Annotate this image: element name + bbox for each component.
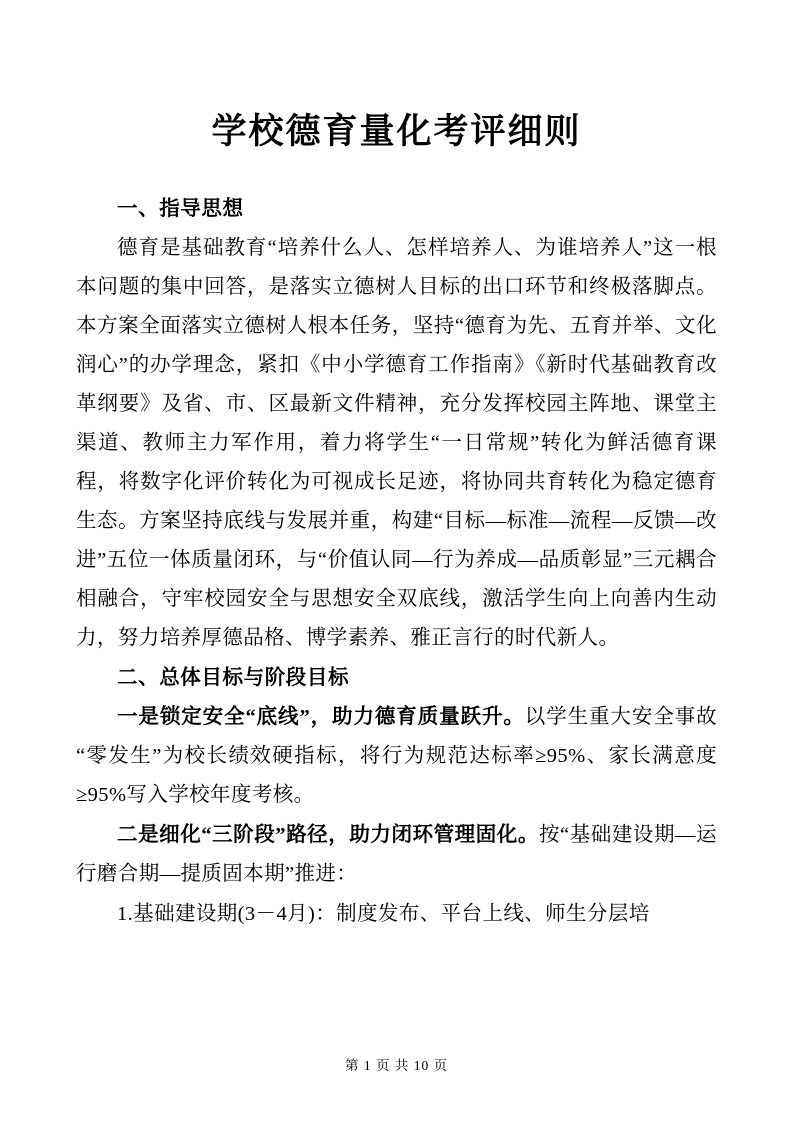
footer-middle: 页 共 (375, 1058, 410, 1073)
section-2-item-2 (76, 816, 717, 894)
section-2-item-1-text: 以学生重大安全事故“零发生”为校长绩效硬指标，将行为规范达标率≥95%、家长满意度≥95%写入学校年度考核。 (76, 705, 717, 806)
footer-suffix: 页 (433, 1058, 449, 1073)
page-title: 学校德育量化考评细则 (211, 112, 582, 152)
footer-total-pages: 10 (413, 1058, 430, 1073)
section-2-item-1 (76, 698, 717, 815)
section-2-list-item-1: 1.基础建设期(3－4月)：制度发布、平台上线、师生分层培 (117, 902, 650, 925)
section-2-item-1-lead: 一是锁定安全“底线”，助力德育质量跃升。 (117, 705, 525, 728)
section-2-item-2-text: 按“基础建设期—运行磨合期—提质固本期”推进： (76, 823, 718, 885)
section-heading-2: 二、总体目标与阶段目标 (117, 666, 350, 689)
footer-page-number: 1 (363, 1058, 372, 1073)
section-1-paragraph-1: 德育是基础教育“培养什么人、怎样培养人、为谁培养人”这一根本问题的集中回答，是落实立德树人目标的出口环节和终极落脚点。本方案全面落实立德树人根本任务，坚持“德育为先、五育并举、文化润心”的办学理念，紧扣《中小学德育工作指南》《新时代基础教育改革纲要》及省、市、区最新文件精神，充分发挥校园主阵地、课堂主渠道、教师主力军作用，着力将学生“一日常规”转化为鲜活德育课程，将数字化评价转化为可视成长足迹，将协同共育转化为稳定德育生态。方案坚持底线与发展并重，构建“目标—标准—流程—反馈—改进”五位一体质量闭环，与“价值认同—行为养成—品质彰显”三元耦合相融合，守牢校园安全与思想安全双底线，激活学生向上向善内生动力，努力培养厚德品格、博学素养、雅正言行的时代新人。 (76, 236, 717, 649)
page-footer (0, 1054, 793, 1074)
footer-prefix: 第 (344, 1058, 360, 1073)
section-heading-1: 一、指导思想 (117, 197, 244, 220)
section-2-item-2-lead: 二是细化“三阶段”路径，助力闭环管理固化。 (117, 823, 539, 846)
